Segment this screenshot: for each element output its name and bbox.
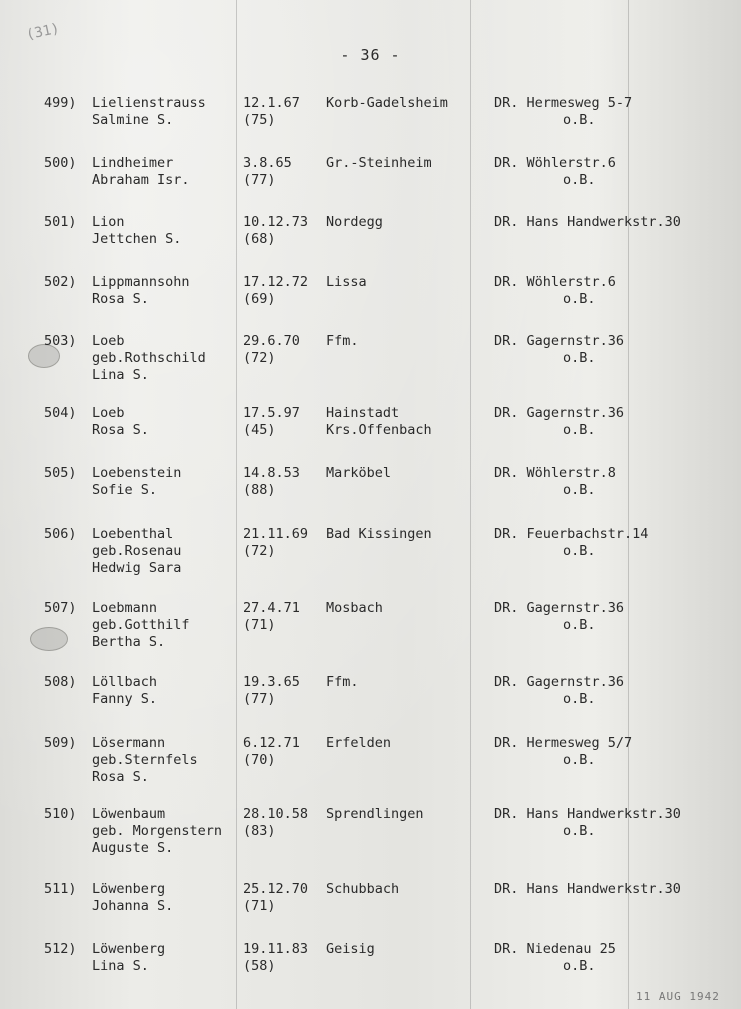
entry-num: 512) <box>44 941 77 957</box>
entry-name: Loeb <box>92 333 125 349</box>
entry-num: 508) <box>44 674 77 690</box>
entry-place: Ffm. <box>326 674 359 690</box>
entry-name: Loeb <box>92 405 125 421</box>
entry-num: 503) <box>44 333 77 349</box>
entry-num: 507) <box>44 600 77 616</box>
entry-name: Rosa S. <box>92 769 149 785</box>
entry-name: Hedwig Sara <box>92 560 182 576</box>
entry-place: Hainstadt <box>326 405 400 421</box>
entry-address: o.B. <box>563 482 596 498</box>
entry-address: DR. Hermesweg 5-7 <box>494 95 633 111</box>
entry-date: 21.11.69 <box>243 526 309 542</box>
entry-date: 17.5.97 <box>243 405 300 421</box>
entry-name: Lion <box>92 214 125 230</box>
entry-name: Lielienstrauss <box>92 95 206 111</box>
entry-date: 14.8.53 <box>243 465 300 481</box>
entry-address: DR. Wöhlerstr.6 <box>494 274 616 290</box>
entry-date: (75) <box>243 112 276 128</box>
entry-date: 27.4.71 <box>243 600 300 616</box>
entry-name: Löwenberg <box>92 941 166 957</box>
entry-date: 10.12.73 <box>243 214 309 230</box>
entry-place: Mosbach <box>326 600 383 616</box>
entry-name: Auguste S. <box>92 840 174 856</box>
page-number: - 36 - <box>340 46 401 64</box>
entry-date: 29.6.70 <box>243 333 300 349</box>
entry-num: 502) <box>44 274 77 290</box>
entry-date: (71) <box>243 898 276 914</box>
entry-name: geb.Gotthilf <box>92 617 190 633</box>
entry-date: 12.1.67 <box>243 95 300 111</box>
entry-name: geb. Morgenstern <box>92 823 223 839</box>
entry-address: o.B. <box>563 172 596 188</box>
entry-name: Salmine S. <box>92 112 174 128</box>
entry-address: DR. Gagernstr.36 <box>494 405 625 421</box>
entry-place: Erfelden <box>326 735 392 751</box>
entry-date: (69) <box>243 291 276 307</box>
entry-date: 3.8.65 <box>243 155 292 171</box>
entry-place: Korb-Gadelsheim <box>326 95 448 111</box>
entry-place: Geisig <box>326 941 375 957</box>
entry-date: 25.12.70 <box>243 881 309 897</box>
entry-address: o.B. <box>563 291 596 307</box>
entry-address: o.B. <box>563 752 596 768</box>
entry-date: 19.11.83 <box>243 941 309 957</box>
entry-name: Loebenstein <box>92 465 182 481</box>
entry-num: 501) <box>44 214 77 230</box>
corner-pencil-mark: (31) <box>24 20 62 44</box>
entry-place: Gr.-Steinheim <box>326 155 432 171</box>
entry-num: 509) <box>44 735 77 751</box>
entry-name: Loebenthal <box>92 526 174 542</box>
entry-name: Lina S. <box>92 958 149 974</box>
entry-num: 504) <box>44 405 77 421</box>
entry-date: (88) <box>243 482 276 498</box>
entry-name: Abraham Isr. <box>92 172 190 188</box>
entry-num: 500) <box>44 155 77 171</box>
entry-address: o.B. <box>563 543 596 559</box>
entry-name: Lösermann <box>92 735 166 751</box>
entry-address: DR. Hans Handwerkstr.30 <box>494 806 681 822</box>
fold-line <box>628 0 629 1009</box>
entry-place: Marköbel <box>326 465 392 481</box>
entry-num: 506) <box>44 526 77 542</box>
entry-name: Rosa S. <box>92 422 149 438</box>
fold-line <box>470 0 471 1009</box>
entry-name: Johanna S. <box>92 898 174 914</box>
entry-name: Lindheimer <box>92 155 174 171</box>
entry-date: (83) <box>243 823 276 839</box>
entry-date: 28.10.58 <box>243 806 309 822</box>
entry-name: Löwenbaum <box>92 806 166 822</box>
entry-address: DR. Hermesweg 5/7 <box>494 735 633 751</box>
entry-place: Nordegg <box>326 214 383 230</box>
entry-name: Löllbach <box>92 674 158 690</box>
paper-stain <box>30 627 68 651</box>
entry-address: o.B. <box>563 823 596 839</box>
entry-place: Schubbach <box>326 881 400 897</box>
entry-address: DR. Hans Handwerkstr.30 <box>494 881 681 897</box>
entry-name: Loebmann <box>92 600 158 616</box>
entry-address: DR. Wöhlerstr.8 <box>494 465 616 481</box>
entry-date: (45) <box>243 422 276 438</box>
entry-place: Krs.Offenbach <box>326 422 432 438</box>
entry-name: Fanny S. <box>92 691 158 707</box>
entry-name: Sofie S. <box>92 482 158 498</box>
entry-name: Bertha S. <box>92 634 166 650</box>
entry-date: (72) <box>243 350 276 366</box>
entry-date: (58) <box>243 958 276 974</box>
entry-date: (77) <box>243 691 276 707</box>
entry-date: (68) <box>243 231 276 247</box>
entry-date: 19.3.65 <box>243 674 300 690</box>
entry-num: 510) <box>44 806 77 822</box>
entry-name: geb.Rosenau <box>92 543 182 559</box>
entry-name: Lippmannsohn <box>92 274 190 290</box>
entry-date: (77) <box>243 172 276 188</box>
date-stamp: 11 AUG 1942 <box>636 990 720 1003</box>
entry-address: o.B. <box>563 958 596 974</box>
entry-address: DR. Feuerbachstr.14 <box>494 526 649 542</box>
entry-place: Lissa <box>326 274 367 290</box>
entry-num: 511) <box>44 881 77 897</box>
entry-num: 505) <box>44 465 77 481</box>
entry-name: geb.Rothschild <box>92 350 206 366</box>
entry-num: 499) <box>44 95 77 111</box>
entry-name: Jettchen S. <box>92 231 182 247</box>
entry-address: o.B. <box>563 112 596 128</box>
entry-place: Bad Kissingen <box>326 526 432 542</box>
entry-date: 6.12.71 <box>243 735 300 751</box>
entry-address: DR. Gagernstr.36 <box>494 674 625 690</box>
entry-name: geb.Sternfels <box>92 752 198 768</box>
entry-name: Lina S. <box>92 367 149 383</box>
entry-date: 17.12.72 <box>243 274 309 290</box>
entry-address: o.B. <box>563 691 596 707</box>
entry-name: Rosa S. <box>92 291 149 307</box>
entry-address: DR. Wöhlerstr.6 <box>494 155 616 171</box>
entry-address: o.B. <box>563 617 596 633</box>
fold-line <box>236 0 237 1009</box>
entry-date: (71) <box>243 617 276 633</box>
entry-name: Löwenberg <box>92 881 166 897</box>
entry-address: DR. Hans Handwerkstr.30 <box>494 214 681 230</box>
entry-place: Sprendlingen <box>326 806 424 822</box>
entry-address: o.B. <box>563 350 596 366</box>
entry-address: DR. Gagernstr.36 <box>494 600 625 616</box>
entry-address: DR. Niedenau 25 <box>494 941 616 957</box>
entry-address: DR. Gagernstr.36 <box>494 333 625 349</box>
entry-address: o.B. <box>563 422 596 438</box>
entry-date: (72) <box>243 543 276 559</box>
entry-place: Ffm. <box>326 333 359 349</box>
entry-date: (70) <box>243 752 276 768</box>
